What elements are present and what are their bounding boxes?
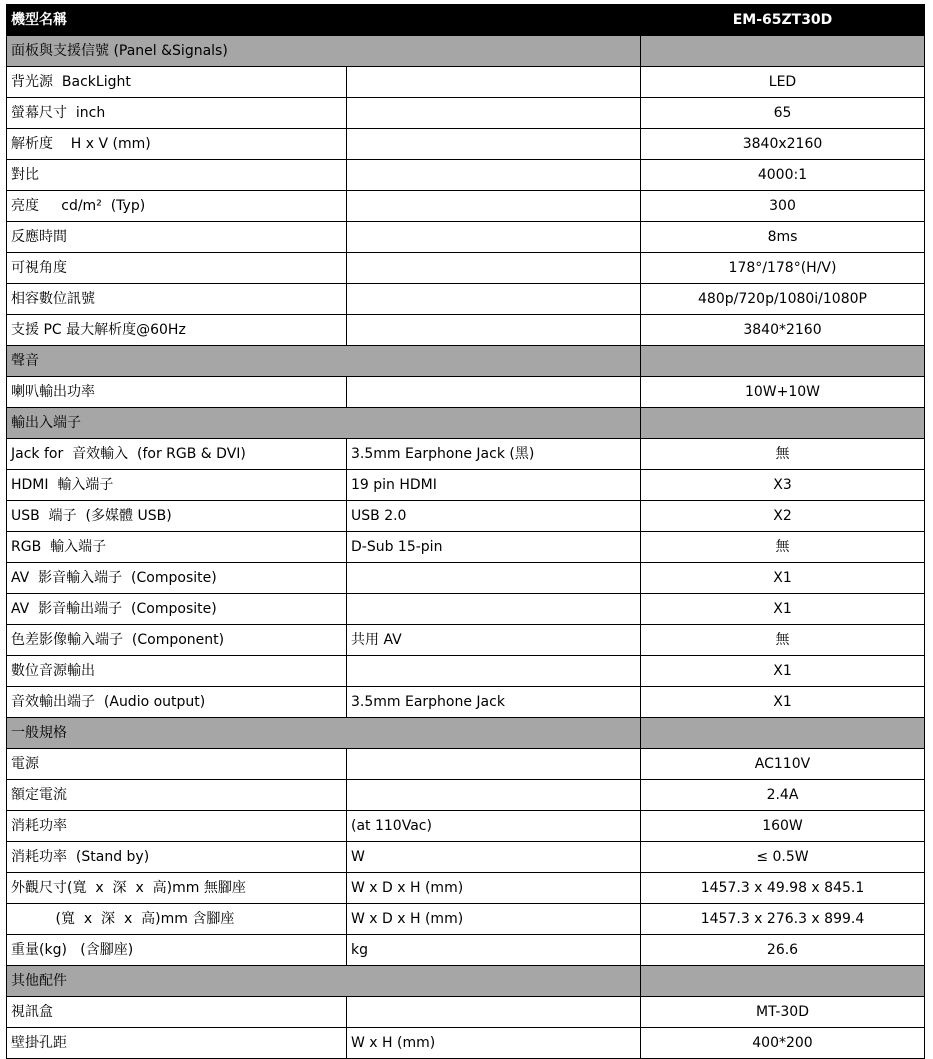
- spec-row: [7, 191, 925, 222]
- spec-label: 相容數位訊號: [7, 284, 347, 315]
- spec-row: [7, 656, 925, 687]
- spec-label: AV 影音輸入端子 (Composite): [7, 563, 347, 594]
- spec-note: D-Sub 15-pin: [347, 532, 641, 563]
- spec-row: [7, 873, 925, 904]
- spec-note: [347, 749, 641, 780]
- spec-value: 1457.3 x 49.98 x 845.1: [641, 873, 925, 904]
- spec-note: 3.5mm Earphone Jack (黑): [347, 439, 641, 470]
- spec-label: 解析度 H x V (mm): [7, 129, 347, 160]
- spec-note: [347, 191, 641, 222]
- section-row: [7, 966, 925, 997]
- spec-value: ≤ 0.5W: [641, 842, 925, 873]
- spec-row: [7, 780, 925, 811]
- spec-row: [7, 749, 925, 780]
- spec-value: 8ms: [641, 222, 925, 253]
- section-row: [7, 36, 925, 67]
- spec-label: 額定電流: [7, 780, 347, 811]
- spec-note: [347, 656, 641, 687]
- section-filler: [641, 36, 925, 67]
- section-filler: [641, 966, 925, 997]
- spec-note: W: [347, 842, 641, 873]
- spec-note: [347, 997, 641, 1028]
- spec-value: 65: [641, 98, 925, 129]
- spec-row: [7, 129, 925, 160]
- section-row: [7, 346, 925, 377]
- spec-label: AV 影音輸出端子 (Composite): [7, 594, 347, 625]
- spec-row: [7, 1028, 925, 1059]
- spec-label: 亮度 cd/m² (Typ): [7, 191, 347, 222]
- spec-label: 可視角度: [7, 253, 347, 284]
- spec-note: 19 pin HDMI: [347, 470, 641, 501]
- section-label: 一般規格: [7, 718, 641, 749]
- spec-label: 螢幕尺寸 inch: [7, 98, 347, 129]
- spec-note: W x D x H (mm): [347, 904, 641, 935]
- spec-row: [7, 687, 925, 718]
- spec-note: [347, 222, 641, 253]
- spec-label: 背光源 BackLight: [7, 67, 347, 98]
- section-row: [7, 408, 925, 439]
- spec-row: [7, 594, 925, 625]
- spec-label: 壁掛孔距: [7, 1028, 347, 1059]
- spec-label: 支援 PC 最大解析度@60Hz: [7, 315, 347, 346]
- spec-label: 視訊盒: [7, 997, 347, 1028]
- section-label: 面板與支援信號 (Panel &Signals): [7, 36, 641, 67]
- spec-value: 無: [641, 439, 925, 470]
- spec-note: W x H (mm): [347, 1028, 641, 1059]
- spec-note: 共用 AV: [347, 625, 641, 656]
- spec-label: 電源: [7, 749, 347, 780]
- spec-row: [7, 532, 925, 563]
- spec-note: W x D x H (mm): [347, 873, 641, 904]
- spec-table: [6, 4, 925, 1059]
- spec-label: RGB 輸入端子: [7, 532, 347, 563]
- spec-value: 3840*2160: [641, 315, 925, 346]
- spec-row: [7, 377, 925, 408]
- spec-note: USB 2.0: [347, 501, 641, 532]
- section-filler: [641, 408, 925, 439]
- spec-row: [7, 625, 925, 656]
- spec-value: 4000:1: [641, 160, 925, 191]
- spec-value: AC110V: [641, 749, 925, 780]
- spec-row: [7, 997, 925, 1028]
- model-name: EM-65ZT30D: [641, 5, 925, 36]
- spec-note: [347, 253, 641, 284]
- spec-row: [7, 935, 925, 966]
- title-row: [7, 5, 925, 36]
- spec-value: 10W+10W: [641, 377, 925, 408]
- spec-value: 480p/720p/1080i/1080P: [641, 284, 925, 315]
- spec-note: kg: [347, 935, 641, 966]
- spec-row: [7, 904, 925, 935]
- spec-note: [347, 563, 641, 594]
- spec-note: [347, 160, 641, 191]
- spec-row: [7, 439, 925, 470]
- spec-note: (at 110Vac): [347, 811, 641, 842]
- spec-value: 3840x2160: [641, 129, 925, 160]
- spec-label: Jack for 音效輸入 (for RGB & DVI): [7, 439, 347, 470]
- section-row: [7, 718, 925, 749]
- spec-value: X1: [641, 656, 925, 687]
- spec-note: [347, 315, 641, 346]
- spec-label: 對比: [7, 160, 347, 191]
- section-filler: [641, 718, 925, 749]
- spec-value: 1457.3 x 276.3 x 899.4: [641, 904, 925, 935]
- spec-value: 400*200: [641, 1028, 925, 1059]
- section-label: 輸出入端子: [7, 408, 641, 439]
- spec-row: [7, 315, 925, 346]
- spec-label: 消耗功率 (Stand by): [7, 842, 347, 873]
- spec-row: [7, 160, 925, 191]
- spec-value: X1: [641, 594, 925, 625]
- spec-value: X3: [641, 470, 925, 501]
- spec-row: [7, 501, 925, 532]
- spec-note: 3.5mm Earphone Jack: [347, 687, 641, 718]
- spec-row: [7, 67, 925, 98]
- spec-value: X1: [641, 687, 925, 718]
- spec-label: 外觀尺寸(寬 x 深 x 高)mm 無腳座: [7, 873, 347, 904]
- spec-row: [7, 811, 925, 842]
- spec-table-body: [7, 5, 925, 1059]
- spec-row: [7, 253, 925, 284]
- spec-note: [347, 780, 641, 811]
- section-label: 聲音: [7, 346, 641, 377]
- spec-value: 178°/178°(H/V): [641, 253, 925, 284]
- spec-row: [7, 563, 925, 594]
- spec-note: [347, 377, 641, 408]
- spec-label: 音效輸出端子 (Audio output): [7, 687, 347, 718]
- spec-label: 消耗功率: [7, 811, 347, 842]
- spec-label: 重量(kg) (含腳座): [7, 935, 347, 966]
- spec-label: (寬 x 深 x 高)mm 含腳座: [7, 904, 347, 935]
- spec-value: 300: [641, 191, 925, 222]
- spec-row: [7, 470, 925, 501]
- section-filler: [641, 346, 925, 377]
- spec-value: 無: [641, 625, 925, 656]
- spec-label: 喇叭輸出功率: [7, 377, 347, 408]
- spec-value: MT-30D: [641, 997, 925, 1028]
- title-label: 機型名稱: [7, 5, 641, 36]
- spec-value: LED: [641, 67, 925, 98]
- spec-row: [7, 222, 925, 253]
- spec-label: 數位音源輸出: [7, 656, 347, 687]
- spec-value: X1: [641, 563, 925, 594]
- spec-value: X2: [641, 501, 925, 532]
- spec-row: [7, 98, 925, 129]
- spec-row: [7, 842, 925, 873]
- spec-label: HDMI 輸入端子: [7, 470, 347, 501]
- spec-row: [7, 284, 925, 315]
- spec-label: USB 端子 (多媒體 USB): [7, 501, 347, 532]
- section-label: 其他配件: [7, 966, 641, 997]
- spec-value: 無: [641, 532, 925, 563]
- spec-note: [347, 129, 641, 160]
- spec-note: [347, 594, 641, 625]
- spec-note: [347, 98, 641, 129]
- spec-value: 160W: [641, 811, 925, 842]
- spec-value: 2.4A: [641, 780, 925, 811]
- spec-label: 色差影像輸入端子 (Component): [7, 625, 347, 656]
- spec-value: 26.6: [641, 935, 925, 966]
- spec-label: 反應時間: [7, 222, 347, 253]
- spec-note: [347, 67, 641, 98]
- spec-note: [347, 284, 641, 315]
